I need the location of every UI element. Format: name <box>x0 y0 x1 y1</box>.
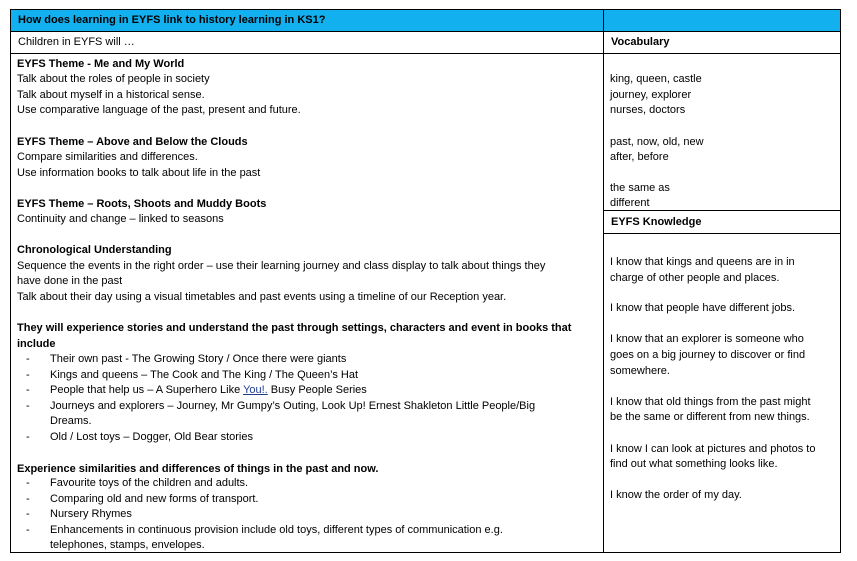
theme-line: Talk about myself in a historical sense. <box>17 89 205 101</box>
knowledge-line: I know that people have different jobs. <box>610 302 796 314</box>
list-item <box>10 383 535 399</box>
vocab-line: different <box>610 197 650 209</box>
you-link[interactable]: You!. <box>243 384 268 396</box>
knowledge-header-cell <box>603 210 841 234</box>
list-item: - Enhancements in continuous provision include old toys, different types of communication e.g. <box>10 523 503 539</box>
vocab-header-cell <box>603 31 841 54</box>
vocab-line: the same as <box>610 182 670 194</box>
list-item: - Their own past - The Growing Story / Once there were giants <box>10 352 535 368</box>
theme-line: Continuity and change – linked to seasons <box>17 213 224 225</box>
chronological-line: have done in the past <box>17 275 123 287</box>
knowledge-line: I know the order of my day. <box>610 489 742 501</box>
theme-title-roots-shoots: EYFS Theme – Roots, Shoots and Muddy Boots <box>17 198 267 210</box>
knowledge-line: I know I can look at pictures and photos to <box>610 443 816 455</box>
knowledge-line: I know that old things from the past might <box>610 396 811 408</box>
experience-title: Experience similarities and differences of things in the past and now. <box>17 463 379 475</box>
page-title: How does learning in EYFS link to history learning in KS1? <box>18 14 326 26</box>
list-item: - Kings and queens – The Cook and The King / The Queen’s Hat <box>10 368 535 384</box>
theme-line: Talk about the roles of people in society <box>17 73 210 85</box>
stories-title-cont: include <box>17 338 56 350</box>
list-item: - Favourite toys of the children and adults. <box>10 476 503 492</box>
list-item: telephones, stamps, envelopes. <box>50 539 205 551</box>
knowledge-title: EYFS Knowledge <box>611 216 702 228</box>
theme-title-above-below-clouds: EYFS Theme – Above and Below the Clouds <box>17 136 248 148</box>
knowledge-line: I know that kings and queens are in in <box>610 256 795 268</box>
history-link-table <box>10 9 841 553</box>
theme-title-me-and-my-world: EYFS Theme - Me and My World <box>17 58 185 70</box>
vocab-line: past, now, old, new <box>610 136 704 148</box>
list-item: - Old / Lost toys – Dogger, Old Bear stories <box>10 430 535 446</box>
knowledge-line: somewhere. <box>610 365 670 377</box>
vocab-line: after, before <box>610 151 669 163</box>
knowledge-line: find out what something looks like. <box>610 458 778 470</box>
vocab-title: Vocabulary <box>611 36 670 48</box>
theme-line: Use information books to talk about life in the past <box>17 167 261 179</box>
stories-list <box>10 352 535 445</box>
vocab-line: king, queen, castle <box>610 73 702 85</box>
stories-title: They will experience stories and understand the past through settings, characters and event in books that <box>17 322 572 334</box>
list-item: - Journeys and explorers – Journey, Mr Gumpy’s Outing, Look Up! Ernest Shakleton Little People/Big <box>10 399 535 415</box>
theme-line: Compare similarities and differences. <box>17 151 198 163</box>
experience-list <box>10 476 503 554</box>
theme-line: Use comparative language of the past, present and future. <box>17 104 301 116</box>
header-cell <box>10 9 604 32</box>
chronological-line: Talk about their day using a visual timetables and past events using a timeline of our Reception year. <box>17 291 507 303</box>
intro-text: Children in EYFS will … <box>18 36 135 48</box>
chronological-line: Sequence the events in the right order – use their learning journey and class display to talk about things they <box>17 260 546 272</box>
list-item-text: People that help us – A Superhero Like <box>50 384 244 396</box>
header-cell-right <box>603 9 841 32</box>
list-item-text: Busy People Series <box>267 384 367 396</box>
list-item: Dreams. <box>50 415 92 427</box>
vocab-line: nurses, doctors <box>610 104 686 116</box>
knowledge-line: goes on a big journey to discover or find <box>610 349 806 361</box>
list-item: - Comparing old and new forms of transport. <box>10 492 503 508</box>
intro-row <box>10 31 604 54</box>
knowledge-line: I know that an explorer is someone who <box>610 333 804 345</box>
list-item: - Nursery Rhymes <box>10 507 503 523</box>
knowledge-line: be the same or different from new things. <box>610 411 810 423</box>
vocab-line: journey, explorer <box>610 89 692 101</box>
chronological-title: Chronological Understanding <box>17 244 172 256</box>
knowledge-line: charge of other people and places. <box>610 272 780 284</box>
